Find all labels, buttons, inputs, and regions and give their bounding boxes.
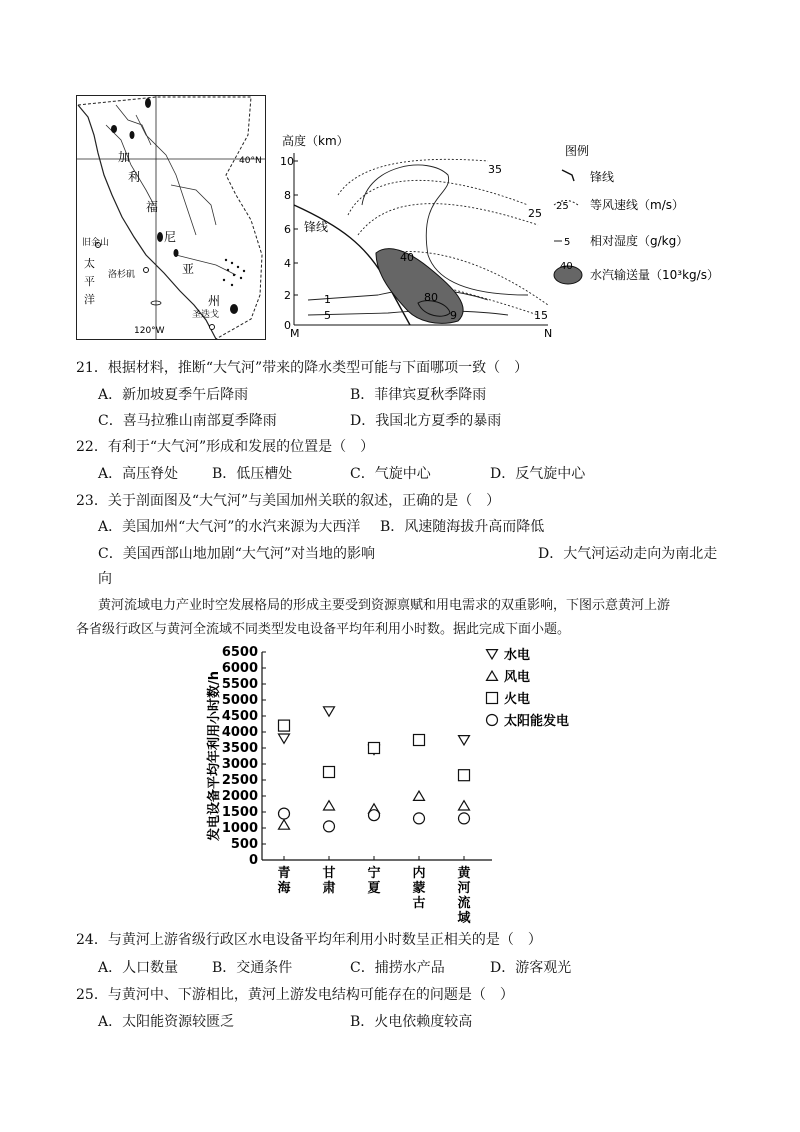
chart-point-square — [369, 743, 380, 754]
svg-text:0: 0 — [284, 319, 291, 332]
chart-y-tick-label: 3500 — [221, 741, 258, 756]
q22-option-a[interactable]: A．高压脊处 — [98, 466, 179, 482]
chart-x-tick-label: 甘 — [322, 866, 336, 881]
chart-y-tick-label: 5500 — [221, 677, 258, 692]
svg-text:尼: 尼 — [164, 230, 177, 244]
lon-label: 120°W — [134, 326, 165, 336]
chart-x-tick-label: 古 — [412, 896, 426, 911]
svg-text:5: 5 — [564, 237, 571, 248]
svg-text:相对湿度（g/kg）: 相对湿度（g/kg） — [590, 234, 689, 248]
chart-y-tick-label: 4000 — [221, 725, 258, 740]
lat-label: 40°N — [239, 156, 262, 166]
svg-text:加: 加 — [118, 150, 131, 164]
chart-x-tick-label: 蒙 — [412, 881, 426, 896]
city-sd: 圣迭戈 — [192, 310, 220, 320]
chart-x-tick-label: 河 — [457, 881, 471, 896]
q24-option-a[interactable]: A．人口数量 — [98, 960, 179, 976]
chart-x-tick-label: 宁 — [367, 866, 381, 881]
question-24: 24．与黄河上游省级行政区水电设备平均年利用小时数呈正相关的是（ ） — [76, 932, 542, 948]
q23-option-b[interactable]: B．风速随海拔升高而降低 — [380, 519, 545, 535]
svg-text:6: 6 — [284, 223, 291, 236]
svg-text:25: 25 — [556, 201, 569, 212]
svg-text:4: 4 — [284, 257, 291, 270]
q23-option-a[interactable]: A．美国加州“大气河”的水汽来源为大西洋 — [98, 519, 361, 535]
section-ylabel: 高度（km） — [282, 134, 349, 148]
chart-point-square — [324, 767, 335, 778]
chart-x-tick-label: 流 — [457, 896, 471, 911]
chart-point-triangle-up — [324, 801, 335, 810]
svg-text:1: 1 — [324, 293, 331, 306]
chart-y-tick-label: 6000 — [221, 661, 258, 676]
chart-y-tick-label: 500 — [230, 837, 258, 852]
chart-point-triangle-down — [459, 736, 470, 745]
chart-x-tick-label: 肃 — [322, 881, 336, 896]
chart-point-triangle-down — [324, 707, 335, 716]
legend-label: 水电 — [504, 648, 531, 663]
svg-text:M: M — [290, 327, 300, 340]
chart-point-circle — [459, 813, 470, 824]
legend-marker-square — [487, 693, 498, 704]
chart-y-tick-label: 2000 — [221, 789, 258, 804]
chart-y-tick-label: 2500 — [221, 773, 258, 788]
svg-text:亚: 亚 — [182, 262, 195, 276]
svg-text:水汽输送量（10³kg/s）: 水汽输送量（10³kg/s） — [590, 268, 719, 282]
q24-option-c[interactable]: C．捕捞水产品 — [350, 960, 445, 976]
legend-marker-triangle-up — [487, 671, 498, 680]
chart-point-square — [279, 720, 290, 731]
chart-point-square — [459, 770, 470, 781]
chart-y-tick-label: 1500 — [221, 805, 258, 820]
svg-text:9: 9 — [450, 309, 457, 322]
chart-y-tick-label: 1000 — [221, 821, 258, 836]
legend-label: 太阳能发电 — [504, 714, 570, 729]
question-23: 23．关于剖面图及“大气河”与美国加州关联的叙述，正确的是（ ） — [76, 493, 501, 509]
chart-point-triangle-down — [279, 734, 290, 743]
q23-option-c[interactable]: C．美国西部山地加剧“大气河”对当地的影响 — [98, 546, 376, 562]
q24-option-b[interactable]: B．交通条件 — [212, 960, 293, 976]
chart-point-triangle-up — [414, 791, 425, 800]
city-sf: 旧金山 — [82, 238, 110, 248]
chart-y-tick-label: 3000 — [221, 757, 258, 772]
svg-text:N: N — [544, 327, 553, 340]
q21-option-d[interactable]: D．我国北方夏季的暴雨 — [350, 413, 502, 429]
question-22: 22．有利于“大气河”形成和发展的位置是（ ） — [76, 439, 375, 455]
chart-point-circle — [324, 821, 335, 832]
legend-marker-triangle-down — [487, 650, 498, 659]
q25-option-b[interactable]: B．火电依赖度较高 — [350, 1014, 473, 1030]
q21-option-a[interactable]: A．新加坡夏季午后降雨 — [98, 387, 249, 403]
svg-text:5: 5 — [324, 309, 331, 322]
q21-option-b[interactable]: B．菲律宾夏秋季降雨 — [350, 387, 487, 403]
intro-line-2: 各省级行政区与黄河全流域不同类型发电设备平均年利用小时数。据此完成下面小题。 — [76, 622, 571, 637]
chart-y-tick-label: 0 — [248, 853, 258, 868]
svg-text:州: 州 — [208, 294, 221, 308]
front-label: 锋线 — [304, 220, 329, 234]
chart-point-circle — [414, 813, 425, 824]
q25-option-a[interactable]: A．太阳能资源较匮乏 — [98, 1014, 235, 1030]
q23-option-d[interactable]: D．大气河运动走向为南北走 — [538, 546, 718, 562]
question-21: 21．根据材料，推断“大气河”带来的降水类型可能与下面哪项一致（ ） — [76, 360, 529, 376]
q22-option-d[interactable]: D．反气旋中心 — [490, 466, 586, 482]
svg-text:40: 40 — [400, 251, 414, 264]
chart-x-tick-label: 夏 — [367, 881, 381, 896]
svg-text:10: 10 — [280, 155, 294, 168]
q22-option-c[interactable]: C．气旋中心 — [350, 466, 431, 482]
chart-point-triangle-up — [279, 820, 290, 829]
svg-text:太: 太 — [84, 257, 95, 270]
svg-text:洋: 洋 — [84, 293, 95, 306]
q24-option-d[interactable]: D．游客观光 — [490, 960, 572, 976]
chart-point-circle — [369, 810, 380, 821]
cross-section-figure — [278, 134, 719, 340]
chart-x-tick-label: 域 — [457, 911, 471, 926]
svg-text:2: 2 — [284, 289, 291, 302]
question-25: 25．与黄河中、下游相比，黄河上游发电结构可能存在的问题是（ ） — [76, 987, 514, 1003]
intro-line-1: 黄河流域电力产业时空发展格局的形成主要受到资源禀赋和用电需求的双重影响，下图示意黄河上游 — [98, 598, 671, 613]
svg-text:等风速线（m/s）: 等风速线（m/s） — [590, 198, 684, 212]
svg-text:40: 40 — [560, 261, 573, 272]
legend-label: 火电 — [504, 692, 531, 707]
legend-marker-circle — [487, 715, 498, 726]
chart-x-tick-label: 青 — [277, 866, 291, 881]
city-la: 洛杉矶 — [108, 270, 136, 280]
california-map — [76, 95, 266, 340]
chart-x-tick-label: 海 — [277, 881, 291, 896]
chart-point-triangle-up — [459, 801, 470, 810]
svg-text:15: 15 — [534, 309, 548, 322]
chart-ylabel: 发电设备平均年利用小时数/h — [207, 670, 222, 842]
chart-y-tick-label: 5000 — [221, 693, 258, 708]
svg-text:35: 35 — [488, 163, 502, 176]
chart-point-square — [414, 735, 425, 746]
svg-text:平: 平 — [84, 275, 95, 288]
svg-text:福: 福 — [146, 200, 159, 214]
svg-text:8: 8 — [284, 189, 291, 202]
q23-option-d-cont: 向 — [98, 571, 112, 587]
power-utilization-chart — [200, 640, 600, 925]
q21-option-c[interactable]: C．喜马拉雅山南部夏季降雨 — [98, 413, 277, 429]
chart-x-tick-label: 黄 — [457, 866, 471, 881]
chart-y-tick-label: 4500 — [221, 709, 258, 724]
svg-text:利: 利 — [128, 170, 141, 184]
chart-x-tick-label: 内 — [412, 866, 426, 881]
svg-text:25: 25 — [528, 207, 542, 220]
legend-label: 风电 — [504, 670, 531, 685]
q22-option-b[interactable]: B．低压槽处 — [212, 466, 293, 482]
svg-text:锋线: 锋线 — [590, 170, 615, 184]
svg-text:80: 80 — [424, 291, 438, 304]
chart-point-circle — [279, 808, 290, 819]
legend-title: 图例 — [565, 144, 590, 158]
chart-y-tick-label: 6500 — [221, 645, 258, 660]
